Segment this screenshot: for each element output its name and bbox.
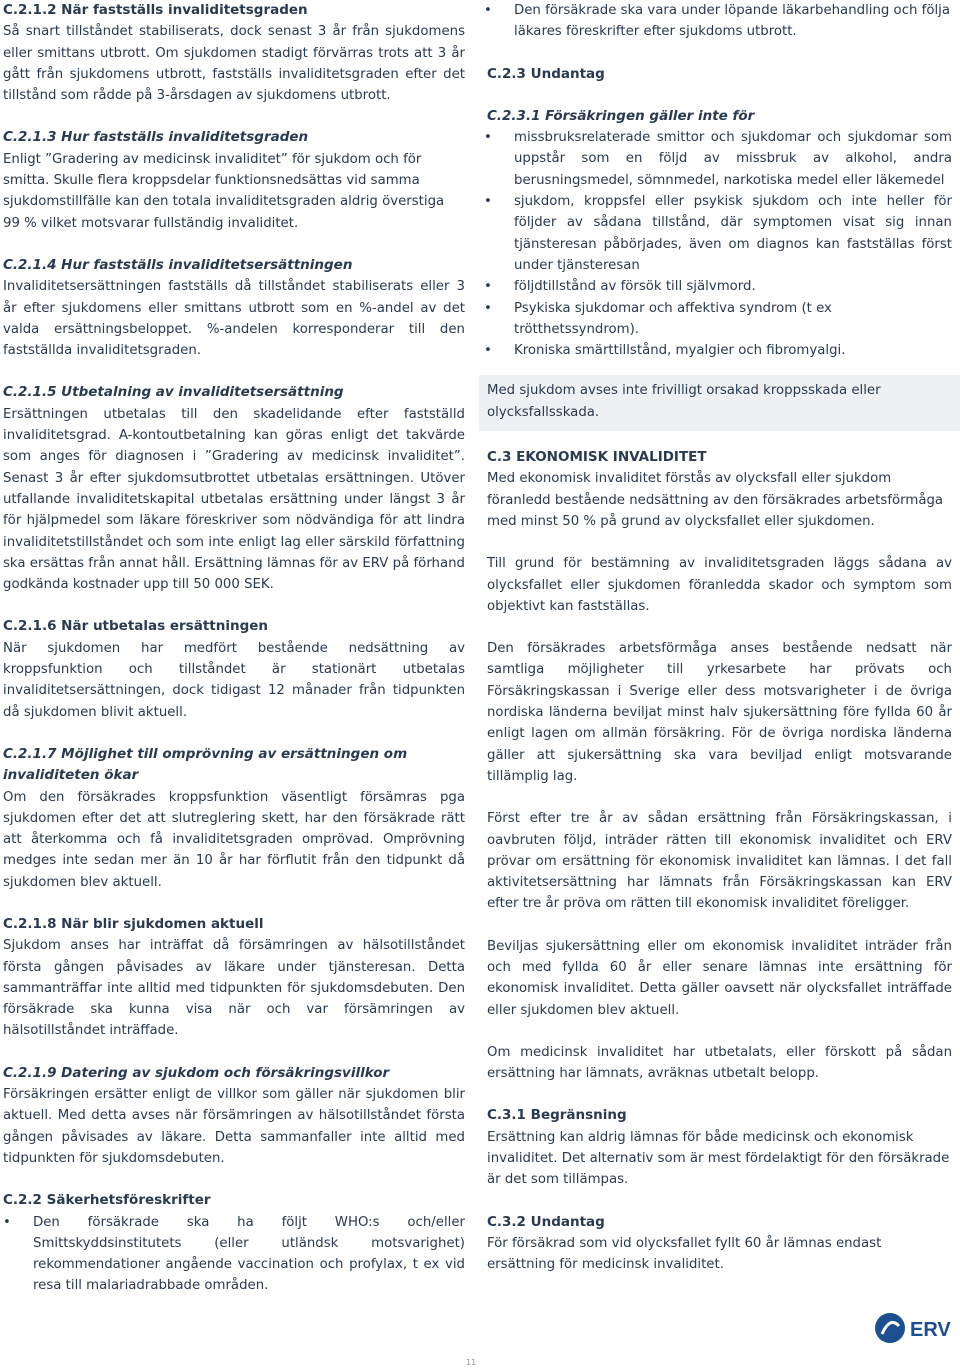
section-c3-1 bbox=[487, 1105, 952, 1190]
section-c2-1-5 bbox=[3, 382, 465, 595]
section-heading: C.2.1.7 Möjlighet till omprövning av ersättningen om invaliditeten ökar bbox=[3, 745, 408, 784]
section-body: Ersättningen utbetalas till den skadelidande efter fastställd invaliditetsgrad. A-kontoutbetalning kan göras enligt det takvärde som anges för diagnosen i ”Gradering av medicinsk invaliditet”. Senast 3 år efter sjukdomsutbrottet utbetalas ersättningen. Utöver utfallande invaliditetskapital utbetalas ersättning under längst 3 år för hjälpmedel som läkare föreskriver som nödvändiga för att lindra invaliditetstillståndet och som inte enligt lag eller särskild författning ska ersättas från annat håll. Ersättning lämnas för av ERV på förhand godkända kostnader upp till 50 000 SEK. bbox=[3, 406, 465, 593]
erv-logo bbox=[872, 1304, 954, 1352]
section-c2-2 bbox=[3, 1190, 465, 1296]
right-column bbox=[487, 0, 952, 1276]
shaded-note bbox=[479, 375, 960, 431]
section-heading: C.2.1.6 När utbetalas ersättningen bbox=[3, 618, 269, 635]
section-body: Sjukdom anses har inträffat då försämringen av hälsotillståndet första gången påvisades av läkare under tjänsteresan. Detta sammanträffar inte alltid med tidpunkten för sjukdomsdebuten. Den försäkrade ska kunna visa när och var försämringen av hälsotillståndet inträffade. bbox=[3, 938, 465, 1039]
section-heading: C.2.1.4 Hur fastställs invaliditetsersättningen bbox=[3, 256, 353, 273]
section-heading: C.3 EKONOMISK INVALIDITET bbox=[487, 449, 707, 466]
section-c2-1-7 bbox=[3, 744, 465, 893]
section-body: Invaliditetsersättningen fastställs då tillståndet stabiliserats eller 3 år efter sjukdomens eller smittans utbrott som en %-andel av det valda ersättningsbeloppet. %-andelen korresponderar till den fastställda invaliditetsgraden. bbox=[3, 279, 465, 359]
section-heading: C.2.3 Undantag bbox=[487, 65, 605, 82]
section-body: Ersättning kan aldrig lämnas för både medicinsk och ekonomisk invaliditet. Det alternativ som är mest fördelaktigt för den försäkrade är det som tillämpas. bbox=[487, 1129, 950, 1188]
section-body: Med ekonomisk invaliditet förstås av olycksfall eller sjukdom föranledd bestående nedsättning av den försäkrades arbetsförmåga med minst 50 % på grund av olycksfallet eller sjukdomen. bbox=[487, 471, 944, 529]
section-c2-1-9 bbox=[3, 1063, 465, 1169]
paragraph: Beviljas sjukersättning eller om ekonomisk invaliditet inträder från och med fyllda 60 år eller senare lämnas inte ersättning för ekonomisk invaliditet. Detta gäller oavsett när olycksfallet inträffade eller sjukdomen blev aktuell. bbox=[487, 938, 952, 1018]
section-c3 bbox=[487, 447, 952, 532]
section-c2-1-8 bbox=[3, 914, 465, 1042]
section-c2-1-6 bbox=[3, 616, 465, 722]
logo-circle bbox=[875, 1313, 905, 1343]
section-heading: C.2.1.9 Datering av sjukdom och försäkringsvillkor bbox=[3, 1064, 390, 1081]
section-body: När sjukdomen har medfört bestående nedsättning av kroppsfunktion och tillståndet är stationärt utbetalas invaliditetsersättningen, dock tidigast 12 månader från tidpunkten då sjukdomen blivit aktuell. bbox=[3, 640, 465, 720]
page-number: 11 bbox=[466, 1358, 477, 1367]
list-item: • Den försäkrade ska ha följt WHO:s och/eller Smittskyddsinstitutets (eller utländsk motsvarighet) rekommendationer angående vaccination och profylax, t ex vid resa till malariadrabbade områden. bbox=[3, 1212, 465, 1297]
paragraph: Om medicinsk invaliditet har utbetalats, eller förskott på sådan ersättning har lämnats, avräknas utbetalt belopp. bbox=[487, 1044, 952, 1082]
section-c2-1-2 bbox=[3, 0, 465, 106]
section-c2-1-3 bbox=[3, 127, 465, 233]
section-heading: C.2.1.8 När blir sjukdomen aktuell bbox=[3, 915, 264, 932]
bullet-list bbox=[484, 0, 952, 43]
section-body: Om den försäkrades kroppsfunktion väsentligt försämras pga sjukdomen efter det att slutreglering skett, har den försäkrade rätt att återkomma och få invaliditetsgraden omprövad. Omprövning medges inte sedan mer än 10 år har förflutit från den tidpunkt då sjukdomen blev aktuell. bbox=[3, 789, 465, 890]
section-body: Försäkringen ersätter enligt de villkor som gäller när sjukdomen blir aktuell. Med detta avses när försämringen av hälsotillståndet första gången påvisades av läkare. Detta sammanfaller inte alltid med tidpunkten för sjukdomsdebuten. bbox=[3, 1087, 465, 1166]
erv-logo-icon bbox=[872, 1304, 954, 1352]
section-body: För försäkrad som vid olycksfallet fyllt 60 år lämnas endast ersättning för medicinsk invaliditet. bbox=[487, 1235, 882, 1273]
bullet-list bbox=[3, 1212, 465, 1297]
section-heading: C.2.1.5 Utbetalning av invaliditetsersättning bbox=[3, 384, 344, 401]
bullet-list bbox=[484, 127, 952, 361]
section-heading: C.3.1 Begränsning bbox=[487, 1107, 627, 1124]
list-item: • följdtillstånd av försök till självmord. bbox=[484, 276, 952, 297]
list-item: • Den försäkrade ska vara under löpande läkarbehandling och följa läkares föreskrifter efter sjukdoms utbrott. bbox=[484, 0, 952, 43]
section-body: Så snart tillståndet stabiliserats, dock senast 3 år från sjukdomens eller smittans utbrott. Om sjukdomen stadigt förvärras trots att 3 år gått från sjukdomens utbrott, fastställs invaliditetsgraden efter det tillstånd som rådde på 3-årsdagen av sjukdomens utbrott. bbox=[3, 24, 465, 104]
section-heading: C.2.1.3 Hur fastställs invaliditetsgraden bbox=[3, 129, 309, 146]
section-c3-2 bbox=[487, 1212, 952, 1276]
list-item: • Kroniska smärttillstånd, myalgier och fibromyalgi. bbox=[484, 340, 952, 361]
section-c2-1-4 bbox=[3, 255, 465, 361]
list-item: • sjukdom, kroppsfel eller psykisk sjukdom och inte heller för följder av sådana tillstånd, där symptomen visat sig innan tjänsteresan påbörjades, även om diagnos kan fastställas först under tjänsteresan bbox=[484, 191, 952, 276]
section-body: Enligt ”Gradering av medicinsk invaliditet” för sjukdom och för smitta. Skulle flera kroppsdelar funktionsnedsättas vid samma sjukdomstillfälle kan den totala invaliditetsgraden aldrig överstiga 99 % vilket motsvarar fullständig invaliditet. bbox=[3, 151, 445, 231]
section-c2-3-1 bbox=[487, 106, 952, 362]
section-heading: C.2.1.2 När fastställs invaliditetsgraden bbox=[3, 2, 308, 18]
paragraph: Först efter tre år av sådan ersättning från Försäkringskassan, i oavbruten följd, inträder rätten till ekonomisk invaliditet och ERV prövar om ersättning för ekonomisk invaliditet kan lämnas. I det fall aktivitetsersättning har lämnats från Försäkringskassan kan ERV efter tre år pröva om rätten till ekonomisk invaliditet föreligger. bbox=[487, 811, 952, 912]
section-heading: C.2.3.1 Försäkringen gäller inte för bbox=[487, 107, 755, 124]
paragraph: Till grund för bestämning av invaliditetsgraden läggs sådana av olycksfallet eller sjukdomen föranledda skador och symptom som objektivt kan fastställas. bbox=[487, 556, 952, 614]
note-text: Med sjukdom avses inte frivilligt orsakad kroppsskada eller olycksfallsskada. bbox=[487, 383, 881, 420]
left-column bbox=[3, 0, 465, 1297]
list-item: • Psykiska sjukdomar och affektiva syndrom (t ex trötthetssyndrom). bbox=[484, 298, 952, 341]
section-c2-3 bbox=[487, 64, 952, 85]
logo-text: ERV bbox=[910, 1319, 951, 1341]
section-heading: C.2.2 Säkerhetsföreskrifter bbox=[3, 1192, 211, 1209]
paragraph: Den försäkrades arbetsförmåga anses bestående nedsatt när samtliga möjligheter till yrkesarbete har prövats och Försäkringskassan i Sverige eller dess motsvarigheter i de övriga nordiska länderna beviljat minst halv sjukersättning före fyllda 60 år enligt lagen om allmän försäkring. För de övriga nordiska länderna gäller att sjukersättning ska vara beviljad enligt motsvarande tillämplig lag. bbox=[487, 641, 952, 784]
list-item: • missbruksrelaterade smittor och sjukdomar och sjukdomar som uppstår som en följd av missbruk av alkohol, andra berusningsmedel, sömnmedel, narkotiska medel eller läkemedel bbox=[484, 127, 952, 191]
section-heading: C.3.2 Undantag bbox=[487, 1213, 605, 1230]
